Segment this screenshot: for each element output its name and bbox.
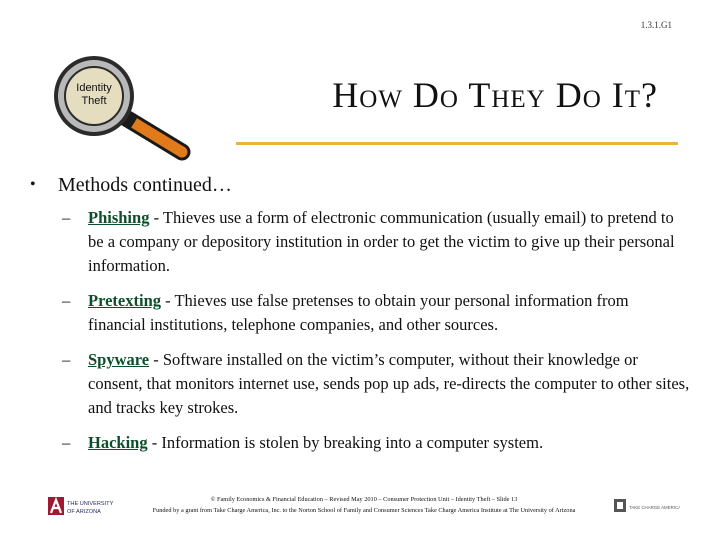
bullet-dot: •	[30, 176, 36, 193]
ua-logo-line-2: OF ARIZONA	[67, 509, 101, 515]
list-item-pretexting	[62, 289, 690, 337]
main-bullet-text: Methods continued…	[58, 174, 232, 196]
footer-funding: Funded by a grant from Take Charge America, Inc. to the Norton School of Family and Consumer Sciences Take Charge America Institute at The University of Arizona	[152, 507, 576, 514]
magnifying-glass-icon	[48, 56, 218, 166]
dash-mark: –	[62, 433, 71, 452]
slide-title: How Do They Do It?	[332, 75, 658, 115]
footer-text	[118, 494, 610, 516]
lens-label-line-1: Identity	[76, 82, 112, 94]
dash-mark: –	[62, 291, 71, 310]
take-charge-america-logo	[614, 496, 680, 518]
footer-copyright: © Family Economics & Financial Education – Revised May 2010 – Consumer Protection Unit – Identity Theft – Slide 13	[210, 496, 518, 503]
slide-content	[30, 172, 690, 455]
identity-theft-logo	[48, 56, 218, 166]
desc-phishing: - Thieves use a form of electronic communication (usually email) to pretend to be a company or depository institution in order to get the victim to give up their personal information.	[88, 208, 675, 275]
university-of-arizona-logo	[48, 496, 118, 518]
desc-hacking: - Information is stolen by breaking into a computer system.	[147, 433, 544, 452]
list-item-spyware	[62, 348, 690, 420]
term-hacking: Hacking	[88, 433, 148, 452]
lens-label	[64, 82, 124, 108]
desc-spyware: - Software installed on the victim’s computer, without their knowledge or consent, that monitors internet use, sends pop up ads, re-directs the computer to other sites, and tracks key strokes.	[88, 350, 690, 417]
term-spyware: Spyware	[88, 350, 150, 369]
list-item-phishing	[62, 206, 690, 278]
desc-pretexting: - Thieves use false pretenses to obtain your personal information from financial institutions, telephone companies, and other sources.	[88, 291, 629, 334]
list-item-hacking	[62, 431, 690, 455]
term-phishing: Phishing	[88, 208, 150, 227]
slide-code: 1.3.1.G1	[640, 20, 672, 30]
dash-mark: –	[62, 208, 71, 227]
arizona-a-icon	[48, 496, 118, 518]
main-bullet	[30, 172, 690, 198]
take-charge-america-icon	[614, 496, 680, 518]
ua-logo-line-1: THE UNIVERSITY	[67, 501, 114, 507]
tca-logo-text: TAKE CHARGE AMERICA	[629, 505, 680, 510]
lens-label-line-2: Theft	[81, 95, 107, 107]
term-pretexting: Pretexting	[88, 291, 162, 310]
dash-mark: –	[62, 350, 71, 369]
title-underline	[236, 142, 678, 145]
